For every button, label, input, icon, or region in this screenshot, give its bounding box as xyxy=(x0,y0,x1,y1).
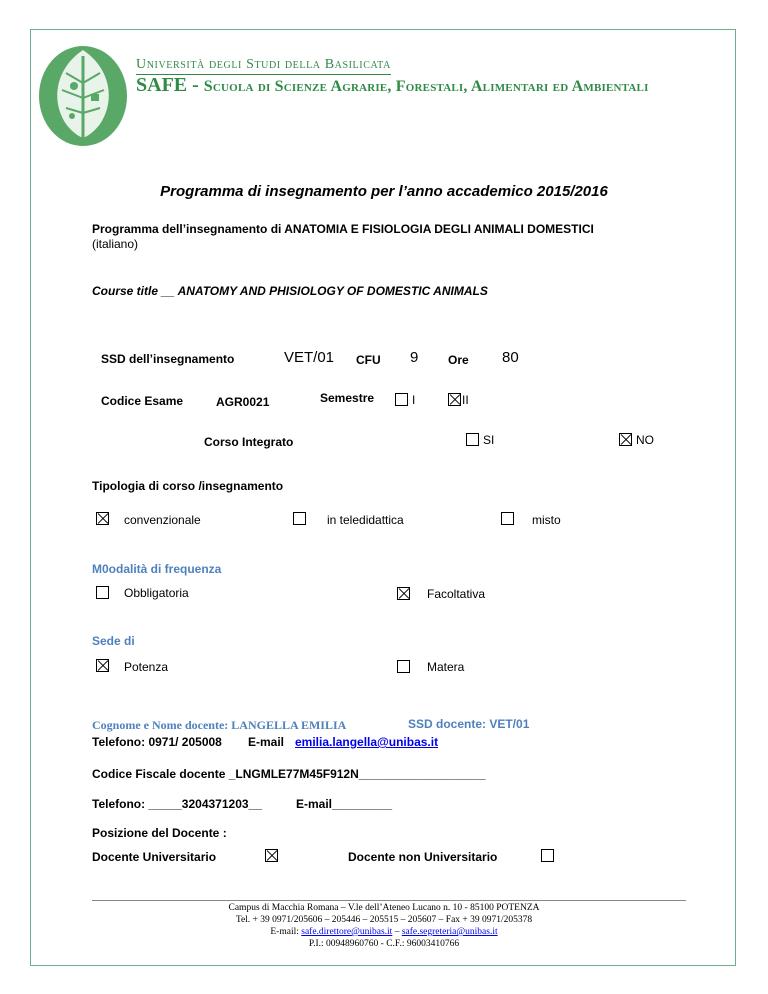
footer-divider xyxy=(92,900,686,901)
modalita-facoltativa-checkbox[interactable] xyxy=(397,587,410,600)
posizione-non-uni-checkbox[interactable] xyxy=(541,849,554,862)
docente-email-label: E-mail xyxy=(248,735,285,749)
sede-potenza-checkbox[interactable] xyxy=(96,659,109,672)
tipologia-convenzionale-label: convenzionale xyxy=(124,513,201,527)
footer-address: Campus di Macchia Romana – V.le dell’Ateneo Lucano n. 10 - 85100 POTENZA xyxy=(228,903,540,913)
semestre-label: Semestre xyxy=(320,391,375,405)
cfu-label: CFU xyxy=(356,353,381,367)
footer-email-direttore-link[interactable]: safe.direttore@unibas.it xyxy=(301,927,393,937)
docente-email-link[interactable]: emilia.langella@unibas.it xyxy=(295,735,439,749)
docente-email2: E-mail_________ xyxy=(296,797,393,811)
school-full-name: Scuola di Scienze Agrarie, Forestali, Alimentari ed Ambientali xyxy=(203,78,649,95)
tipologia-convenzionale-checkbox[interactable] xyxy=(96,512,109,525)
tipologia-teledidattica-label: in teledidattica xyxy=(327,513,404,527)
semestre-ii-label: II xyxy=(462,393,469,407)
footer-phone: Tel. + 39 0971/205606 – 205446 – 205515 – 205607 – Fax + 39 0971/205378 xyxy=(235,915,533,925)
semestre-ii-checkbox[interactable] xyxy=(448,393,461,406)
ssd-label: SSD dell’insegnamento xyxy=(101,352,235,366)
posizione-uni-label: Docente Universitario xyxy=(92,850,217,864)
cfu-value: 9 xyxy=(410,349,419,366)
program-lang: (italiano) xyxy=(92,237,139,251)
school-prefix: SAFE - xyxy=(136,74,204,96)
footer-email-separator: – xyxy=(392,927,402,937)
modalita-label: M0odalità di frequenza xyxy=(92,562,222,576)
docente-phone2: Telefono: _____3204371203__ xyxy=(92,797,262,811)
footer-email-segreteria-link[interactable]: safe.segreteria@unibas.it xyxy=(401,927,498,937)
tipologia-misto-label: misto xyxy=(532,513,561,527)
modalita-facoltativa-label: Facoltativa xyxy=(427,587,486,601)
tipologia-teledidattica-checkbox[interactable] xyxy=(293,512,306,525)
program-label: Programma dell’insegnamento di ANATOMIA E FISIOLOGIA DEGLI ANIMALI DOMESTICI xyxy=(92,222,594,236)
school-name xyxy=(136,74,649,97)
semestre-i-checkbox[interactable] xyxy=(395,393,408,406)
course-title: Course title __ ANATOMY AND PHISIOLOGY OF DOMESTIC ANIMALS xyxy=(92,284,488,298)
sede-label: Sede di xyxy=(92,634,135,648)
university-name: Università degli Studi della Basilicata xyxy=(136,57,391,75)
codice-value: AGR0021 xyxy=(216,395,270,409)
corso-integrato-si-checkbox[interactable] xyxy=(466,433,479,446)
modalita-obbligatoria-label: Obbligatoria xyxy=(124,586,189,600)
docente-phone: Telefono: 0971/ 205008 xyxy=(92,735,222,749)
corso-integrato-si-label: SI xyxy=(483,433,495,447)
ssd-value: VET/01 xyxy=(284,349,335,366)
corso-integrato-no-label: NO xyxy=(636,433,654,447)
footer-emails xyxy=(0,927,768,937)
tipologia-label: Tipologia di corso /insegnamento xyxy=(92,479,284,493)
ore-label: Ore xyxy=(448,353,469,367)
docente-ssd: SSD docente: VET/01 xyxy=(408,717,530,731)
posizione-non-uni-label: Docente non Universitario xyxy=(348,850,498,864)
corso-integrato-label: Corso Integrato xyxy=(204,435,294,449)
footer-piva: P.I.: 00948960760 - C.F.: 96003410766 xyxy=(308,939,460,949)
sede-matera-checkbox[interactable] xyxy=(397,660,410,673)
docente-name: Cognome e Nome docente: LANGELLA EMILIA xyxy=(92,718,347,732)
footer-email-prefix: E-mail: xyxy=(270,927,302,937)
docente-codice-fiscale: Codice Fiscale docente _LNGMLE77M45F912N___________________ xyxy=(92,767,486,781)
semestre-i-label: I xyxy=(412,393,416,407)
safe-leaf-logo-icon xyxy=(36,38,130,148)
modalita-obbligatoria-checkbox[interactable] xyxy=(96,586,109,599)
page-title: Programma di insegnamento per l’anno accademico 2015/2016 xyxy=(160,183,608,200)
posizione-label: Posizione del Docente : xyxy=(92,826,227,840)
ore-value: 80 xyxy=(502,349,519,366)
corso-integrato-no-checkbox[interactable] xyxy=(619,433,632,446)
tipologia-misto-checkbox[interactable] xyxy=(501,512,514,525)
sede-matera-label: Matera xyxy=(427,660,465,674)
posizione-uni-checkbox[interactable] xyxy=(265,849,278,862)
codice-label: Codice Esame xyxy=(101,394,184,408)
sede-potenza-label: Potenza xyxy=(124,660,169,674)
